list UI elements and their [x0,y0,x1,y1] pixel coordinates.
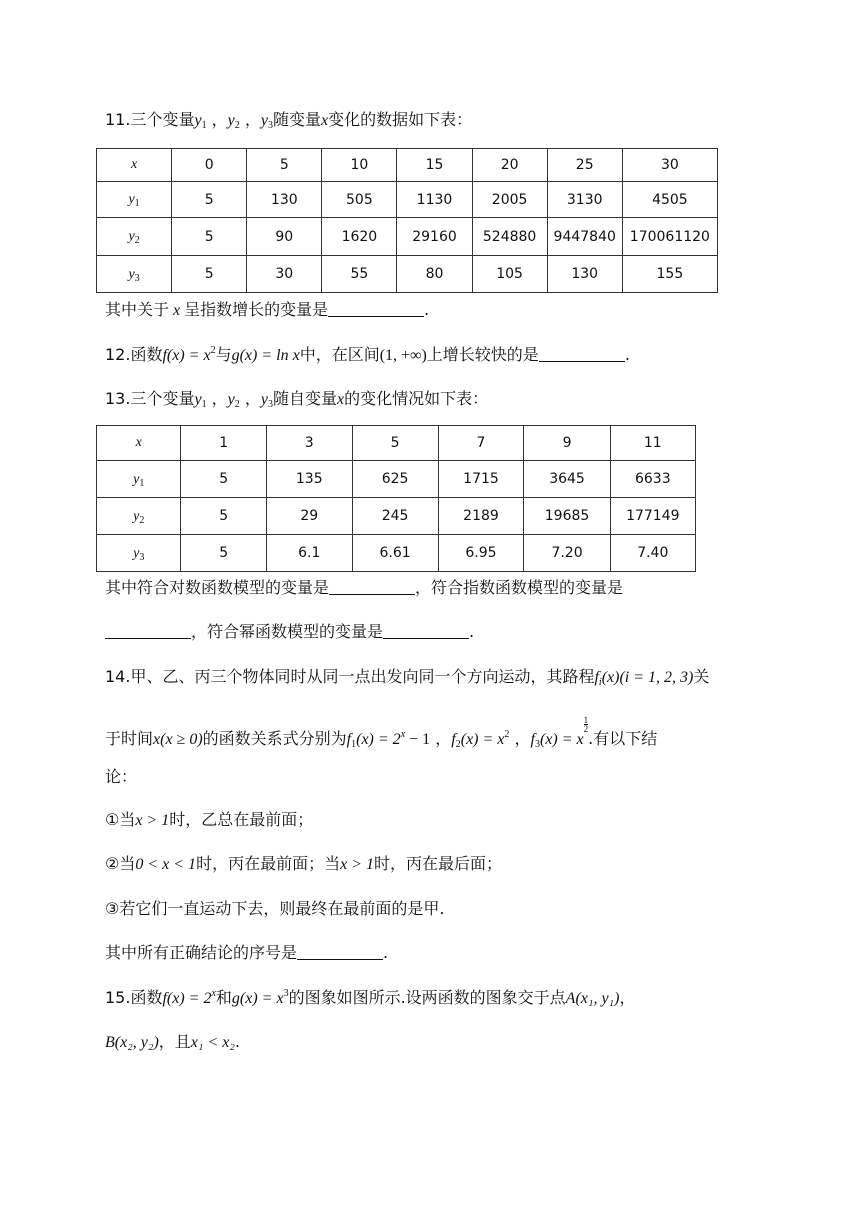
answer-blank [105,622,191,639]
table-cell: 29160 [397,218,472,256]
table-cell: 90 [247,218,322,256]
q13-header-row [97,426,696,461]
table-row [97,218,718,256]
answer-blank [329,578,415,595]
table-cell: 5 [247,149,322,182]
table-cell: x [97,149,172,182]
table-cell: 245 [352,498,438,535]
table-cell: $y_1$ [97,182,172,218]
table-cell: 5 [181,461,266,498]
table-cell: 7.20 [524,535,610,572]
table-cell: 9447840 [547,218,622,256]
q12-question: 12.函数$f(x) = x^2$与g(x) = ln x中，在区间(1, +∞)上增长较快的是 . [105,345,630,364]
table-cell: x [97,426,181,461]
table-cell: 625 [352,461,438,498]
table-cell: 7.40 [610,535,695,572]
table-cell: 7 [438,426,524,461]
table-cell: 10 [322,149,397,182]
table-cell: 3130 [547,182,622,218]
answer-blank [328,300,424,317]
q14-line3: 论： [105,767,138,786]
q11-header-row [97,149,718,182]
table-cell: 105 [472,256,547,293]
q14-line2: 于时间x(x ≥ 0)的函数关系式分别为$f_1(x) = 2^x - 1$ ，$f_2(x) = x^2$ ，$f_3(x) = x$ $\frac{1}{2}$ .有以下结 [105,715,658,750]
q14-conclusion-1: ①当x > 1时，乙总在最前面； [105,810,314,829]
q14-line1: 14.甲、乙、丙三个物体同时从同一点出发向同一个方向运动，其路程$f_i(x)(i = 1$, 2, 3)关 [105,667,710,688]
table-cell: $y_2$ [97,498,181,535]
table-cell: $y_3$ [97,535,181,572]
table-cell: 3 [266,426,352,461]
table-cell: 170061120 [622,218,717,256]
table-cell: 5 [181,498,266,535]
table-cell: 9 [524,426,610,461]
table-cell: 55 [322,256,397,293]
table-cell: 6.95 [438,535,524,572]
table-cell: $y_2$ [97,218,172,256]
table-cell: $y_3$ [97,256,172,293]
q14-conclusion-2: ②当0 < x < 1时，丙在最前面；当x > 1时，丙在最后面； [105,854,502,873]
table-cell: 25 [547,149,622,182]
table-cell: 29 [266,498,352,535]
table-cell: 19685 [524,498,610,535]
q11-table [96,148,718,293]
table-cell: 135 [266,461,352,498]
table-row [97,535,696,572]
table-cell: 6.61 [352,535,438,572]
q14-question: 其中所有正确结论的序号是 . [105,943,389,962]
q13-question-line2: ，符合幂函数模型的变量是 . [105,621,474,643]
table-cell: 130 [247,182,322,218]
table-cell: 2005 [472,182,547,218]
answer-blank [383,622,469,639]
table-cell: 1130 [397,182,472,218]
table-cell: 5 [172,218,247,256]
answer-blank [297,943,383,960]
table-cell: 6.1 [266,535,352,572]
table-cell: 2189 [438,498,524,535]
table-cell: $y_1$ [97,461,181,498]
q11-question: 其中关于 x 呈指数增长的变量是 . [105,300,430,319]
q13-table [96,425,696,572]
table-row [97,256,718,293]
table-cell: 30 [622,149,717,182]
fraction-exponent: $\frac{1}{2}$ [583,715,589,734]
q11-intro: 11.三个变量$y_1$ ，$y_2$ ，$y_3$随变量x变化的数据如下表： [105,110,473,131]
q15-line2: B(x₂, y₂)，且x₁ < x₂. [105,1032,240,1051]
table-cell: 6633 [610,461,695,498]
table-cell: 1620 [322,218,397,256]
table-cell: 1 [181,426,266,461]
table-cell: 130 [547,256,622,293]
table-cell: 5 [172,182,247,218]
q13-intro: 13.三个变量$y_1$ ，$y_2$ ，$y_3$随自变量x的变化情况如下表： [105,389,489,410]
table-cell: 3645 [524,461,610,498]
table-cell: 80 [397,256,472,293]
table-cell: 20 [472,149,547,182]
table-cell: 15 [397,149,472,182]
table-cell: 30 [247,256,322,293]
q15-line1: 15.函数$f(x) = 2^x$和$g(x) = x^3$的图象如图所示.设两函数的图象交于点A(x₁, y₁)， [105,988,636,1007]
table-cell: 1715 [438,461,524,498]
table-cell: 0 [172,149,247,182]
table-cell: 155 [622,256,717,293]
table-cell: 5 [181,535,266,572]
table-cell: 524880 [472,218,547,256]
table-cell: 5 [172,256,247,293]
table-cell: 11 [610,426,695,461]
table-cell: 4505 [622,182,717,218]
table-row [97,461,696,498]
table-row [97,498,696,535]
table-cell: 177149 [610,498,695,535]
q13-question-line1: 其中符合对数函数模型的变量是 ，符合指数函数模型的变量是 [105,578,624,597]
answer-blank [539,345,625,362]
q14-conclusion-3: ③若它们一直运动下去，则最终在最前面的是甲. [105,899,445,918]
table-cell: 505 [322,182,397,218]
table-cell: 5 [352,426,438,461]
table-row [97,182,718,218]
